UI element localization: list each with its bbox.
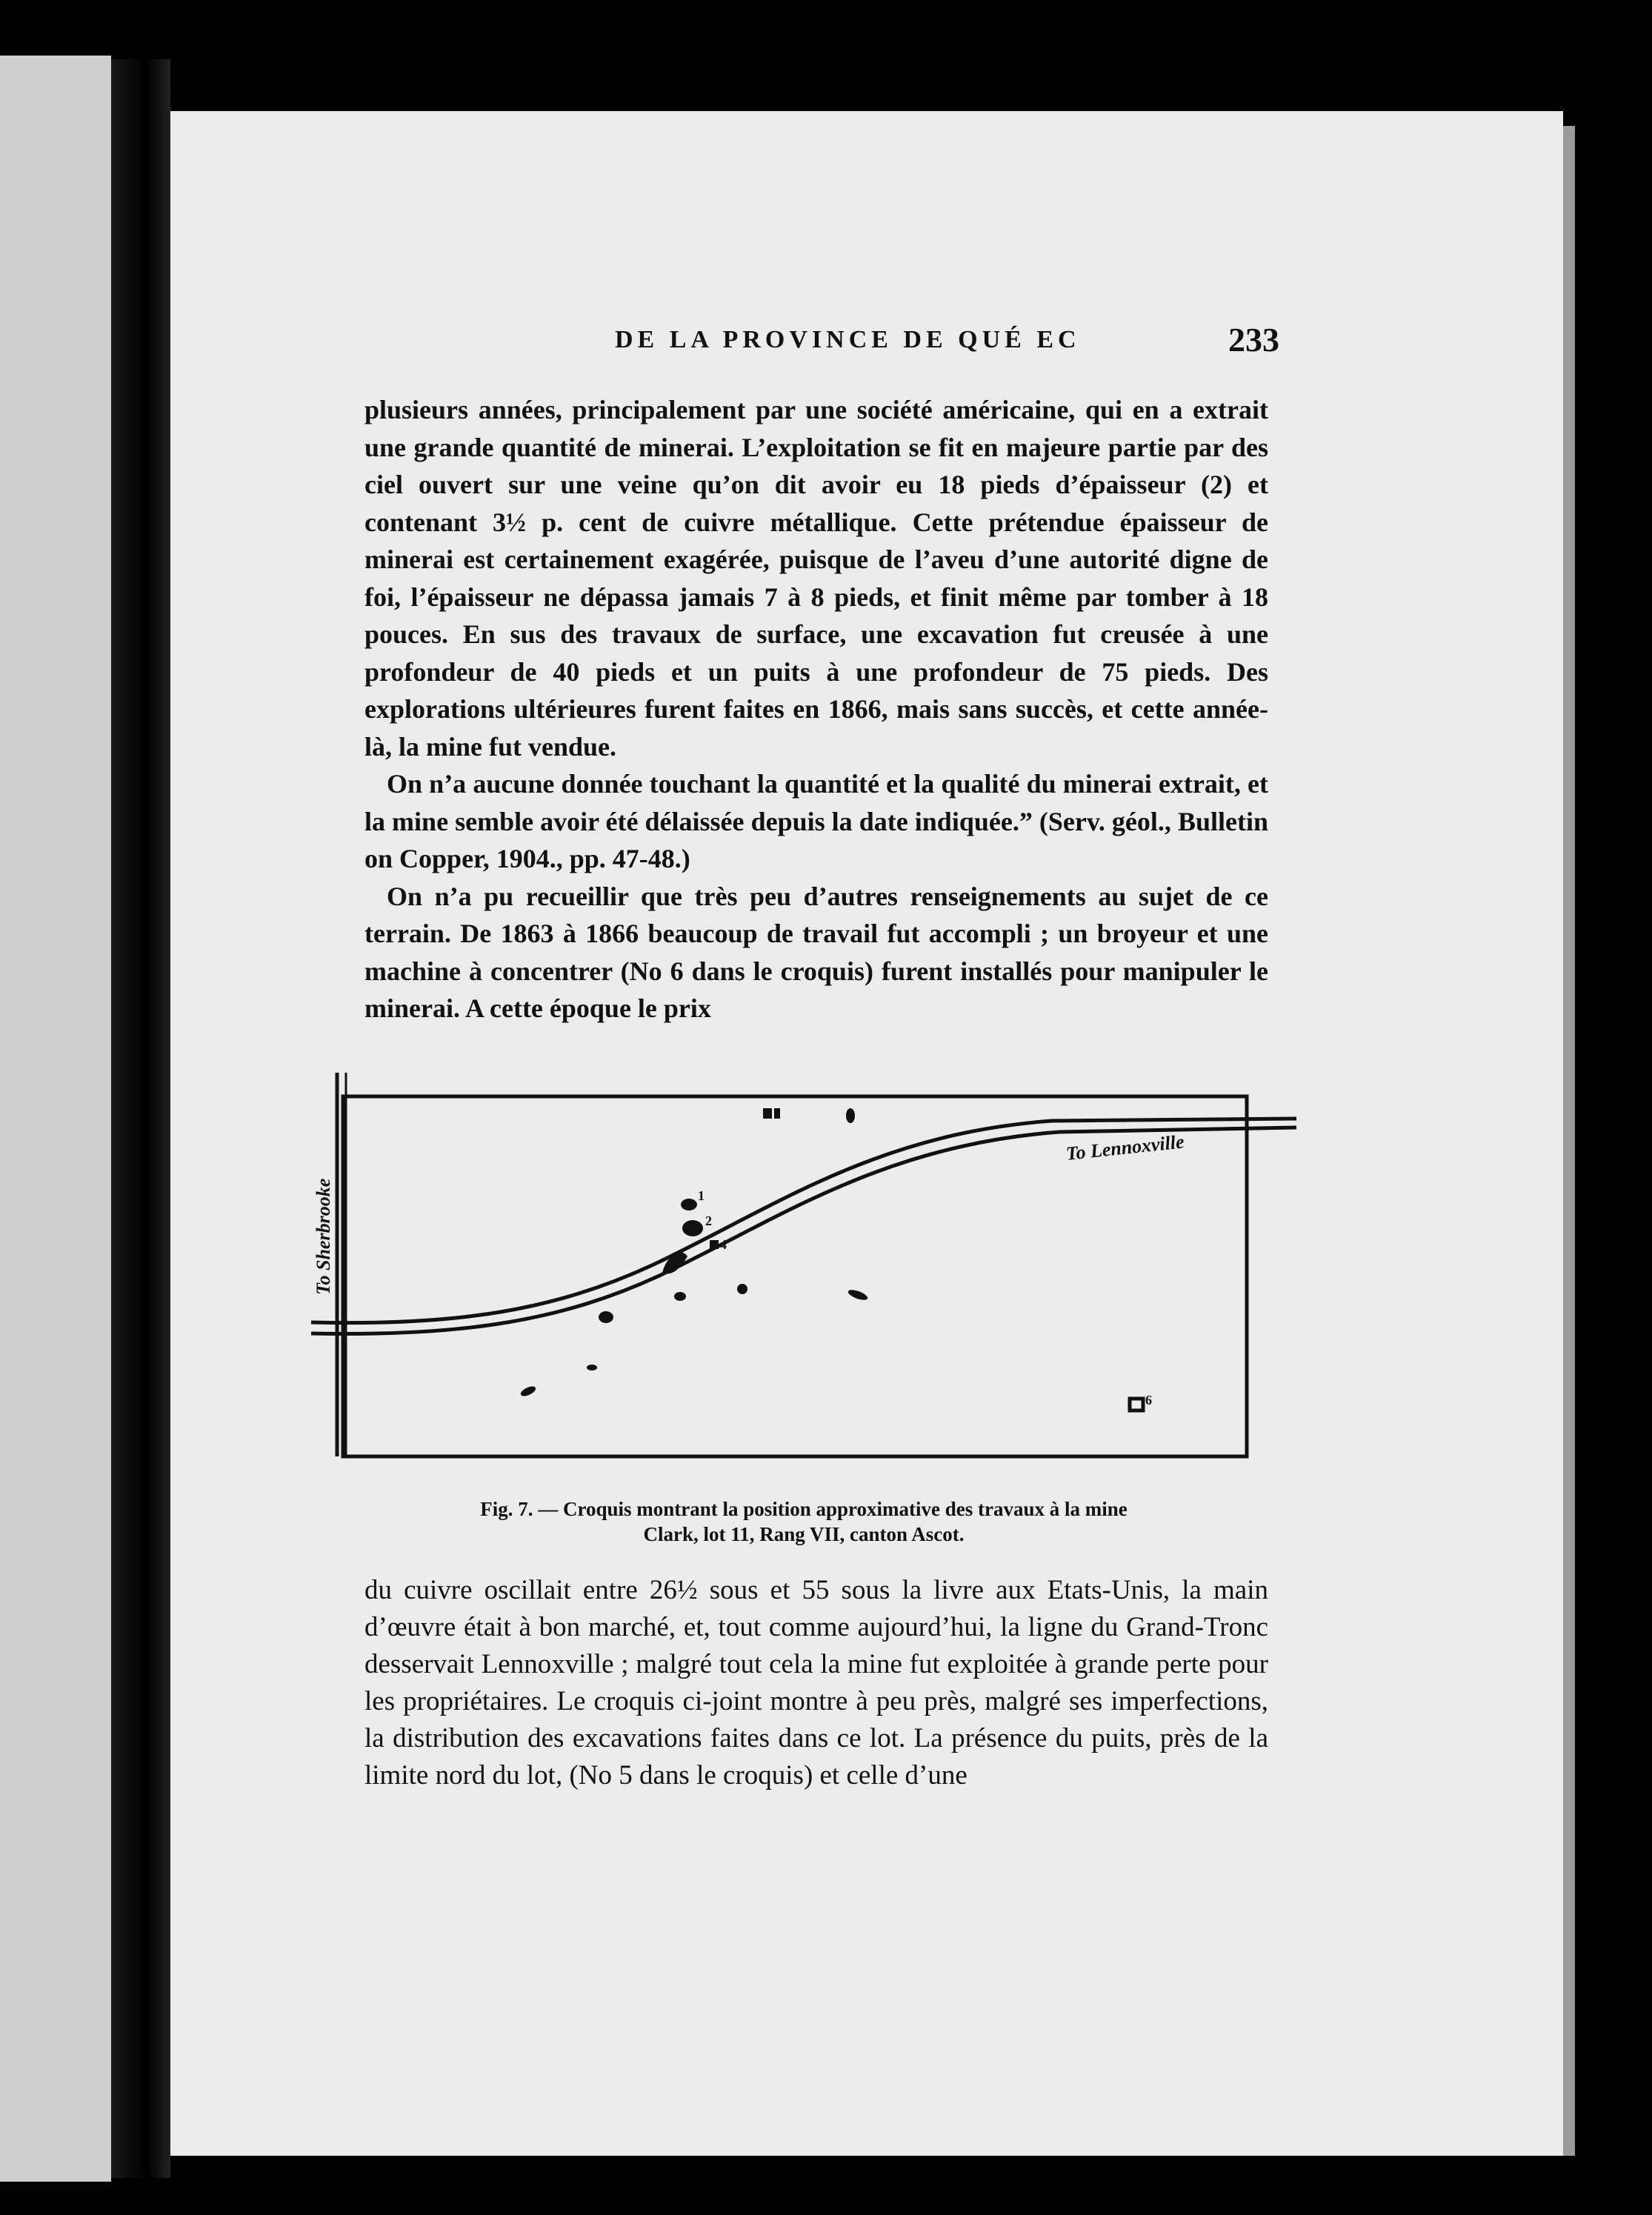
facing-page-edge [0,56,111,2182]
paragraph: du cuivre oscillait entre 26½ sous et 55 sous la livre aux Etats-Unis, la main d’œuvre était à bon marché, et, tout comme aujourd’hui, la ligne du Grand-Tronc desservait Lennoxville ; malgré tout cela la mine fut exploitée à grande perte pour les propriétaires. Le croquis ci-joint montre à peu près, malgré ses imperfections, la distribution des excavations faites dans ce lot. La présence du puits, près de la limite nord du lot, (No 5 dans le croquis) et celle d’une [364,1575,1268,1791]
lennoxville-label: To Lennoxville [1065,1130,1185,1165]
excavation-mark [587,1365,597,1370]
excavation-mark [847,1288,869,1302]
marker-6: 6 [1145,1393,1152,1408]
excavation-mark [763,1108,772,1119]
mine-sketch-figure [311,1050,1304,1473]
caption-line: Clark, lot 11, Rang VII, canton Ascot. [643,1523,965,1545]
sherbrooke-label: To Sherbrooke [313,1178,334,1295]
page-stack-edge [1563,126,1575,2156]
figure-caption [341,1496,1267,1547]
excavation-mark [519,1385,537,1398]
excavation-mark [846,1108,855,1123]
upper-text-block [364,391,1268,1027]
paragraph: On n’a pu recueillir que très peu d’autres renseignements au sujet de ce terrain. De 1863 à 1866 beaucoup de travail fut accompli ; un broyeur et une machine à concentrer (No 6 dans le croquis) furent installés pour manipuler le minerai. A cette époque le prix [364,881,1268,1023]
lower-text-block [364,1572,1268,1794]
mill-building [1130,1399,1143,1410]
marker-4: 4 [720,1237,727,1252]
paragraph: On n’a aucune donnée touchant la quantité et la qualité du minerai extrait, et la mine semble avoir été délaissée depuis la date indiquée.” (Serv. géol., Bulletin on Copper, 1904., pp. 47-48.) [364,769,1268,873]
excavation-mark [774,1108,780,1119]
marker-2: 2 [705,1213,712,1228]
book-binding [111,59,170,2178]
excavation-mark [682,1220,703,1236]
marker-1: 1 [698,1188,705,1203]
excavation-mark [710,1240,719,1249]
paragraph: plusieurs années, principalement par une société américaine, qui en a extrait une grande quantité de minerai. L’exploitation se fit en majeure partie par des ciel ouvert sur une veine qu’on dit avoir eu 18 pieds d’épaisseur (2) et contenant 3½ p. cent de cuivre métallique. Cette prétendue épaisseur de minerai est certainement exagérée, puisque de l’aveu d’une autorité digne de foi, l’épaisseur ne dépassa jamais 7 à 8 pieds, et finit même par tomber à 18 pouces. En sus des travaux de surface, une excavation fut creusée à une profondeur de 40 pieds et un puits à une profondeur de 75 pieds. Des explorations ultérieures furent faites en 1866, mais sans succès, et cette année-là, la mine fut vendue. [364,395,1268,762]
excavation-mark [737,1284,747,1294]
caption-line: Fig. 7. — Croquis montrant la position approximative des travaux à la mine [480,1498,1128,1520]
excavation-mark [599,1311,613,1323]
running-head: DE LA PROVINCE DE QUÉ EC [615,326,1081,353]
excavation-mark [674,1292,686,1301]
excavation-mark [681,1199,697,1210]
page-number: 233 [1228,321,1279,359]
